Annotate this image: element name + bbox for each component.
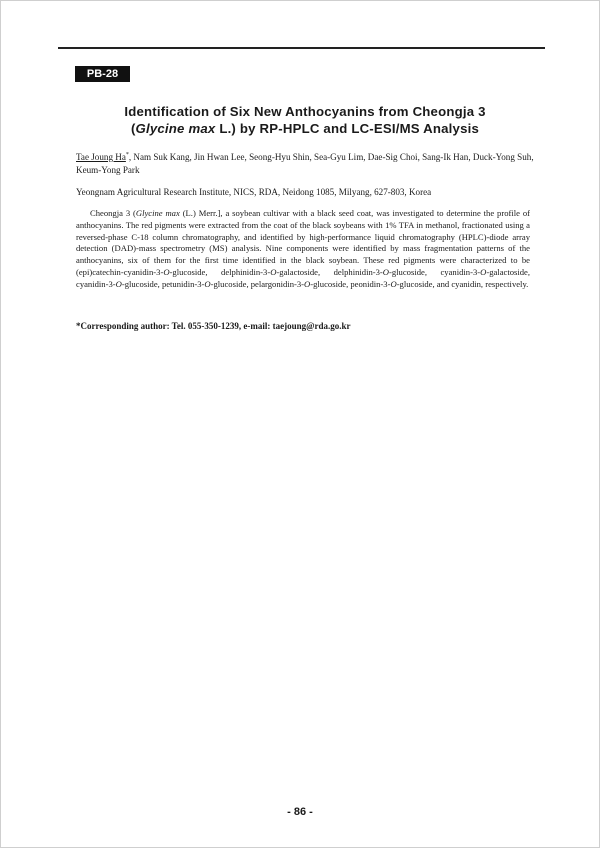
- title-line-2: (Glycine max L.) by RP-HPLC and LC-ESI/MS Analysis: [130, 121, 480, 136]
- corresponding-author: *Corresponding author: Tel. 055-350-1239, e-mail: taejoung@rda.go.kr: [76, 321, 351, 331]
- title-line-1: Identification of Six New Anthocyanins from Cheongja 3: [124, 104, 486, 119]
- author-list: [76, 151, 536, 177]
- header-rule: [58, 47, 545, 49]
- title-species: Glycine max: [135, 121, 216, 136]
- first-author: Tae Joung Ha: [76, 152, 126, 162]
- abstract: Cheongja 3 (Glycine max (L.) Merr.], a soybean cultivar with a black seed coat, was investigated to determine the profile of anthocyanins. The red pigments were extracted from the coat of the black soybeans with 1% TFA in methanol, fractionated using a reversed-phase C-18 column chromatography, and identified by high-performance liquid chromatography (HPLC)-diode array detection (DAD)-mass spectrometry (MS) analysis. Nine components were identified by mass fragmentation patterns of the anthocyanins, six of them for the first time identified in the black soybean. These red pigments were characterized to be (epi)catechin-cyanidin-3-O-glucoside, delphinidin-3-O-galactoside, delphinidin-3-O-glucoside, cyanidin-3-O-galactoside, cyanidin-3-O-glucoside, petunidin-3-O-glucoside, pelargonidin-3-O-glucoside, peonidin-3-O-glucoside, and cyanidin, respectively.: [76, 208, 530, 289]
- paper-title: [70, 103, 540, 137]
- page-number: - 86 -: [287, 806, 313, 818]
- corresponding-mark: *: [125, 151, 129, 158]
- poster-badge: PB-28: [75, 66, 130, 82]
- other-authors: , Nam Suk Kang, Jin Hwan Lee, Seong-Hyu Shin, Sea-Gyu Lim, Dae-Sig Choi, Sang-Ik Han, Duck-Yong Suh, Keum-Yong Park: [76, 152, 534, 175]
- affiliation: Yeongnam Agricultural Research Institute, NICS, RDA, Neidong 1085, Milyang, 627-803, Korea: [76, 187, 432, 197]
